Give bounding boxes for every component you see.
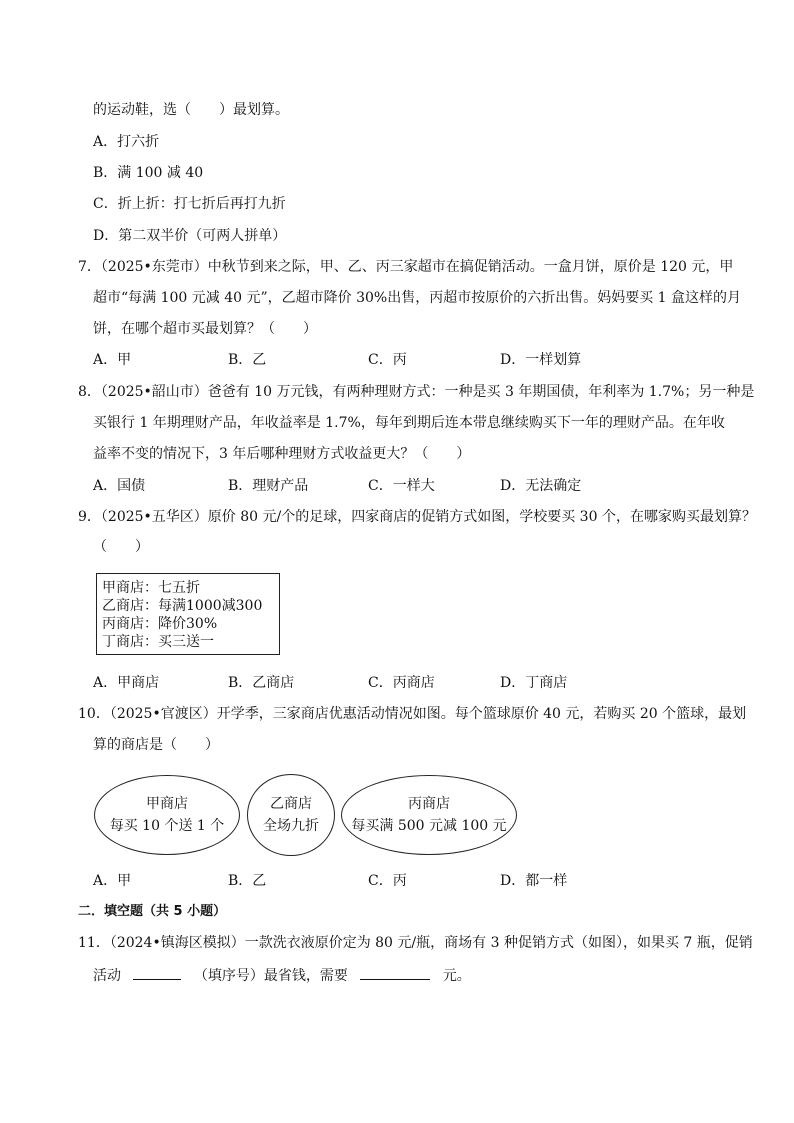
q11-text-mid: （填序号）最省钱，需要 <box>193 968 348 984</box>
section-heading-fill-in: 二．填空题（共 5 小题） <box>78 904 227 919</box>
q7-option-d: D．一样划算 <box>500 352 582 368</box>
q11-stem-line-2 <box>93 964 471 986</box>
q8-stem-line-1: 8．（2025•韶山市）爸爸有 10 万元钱，有两种理财方式：一种是买 3 年期国债，年利率为 1.7%；另一种是 <box>78 384 755 400</box>
store-jia-ellipse <box>94 775 240 855</box>
q7-option-b: B．乙 <box>228 352 267 368</box>
q6-option-c: C．折上折：打七折后再打九折 <box>93 196 286 212</box>
store-promo-box <box>96 573 280 655</box>
q9-option-d: D．丁商店 <box>500 675 568 691</box>
q6-option-d: D．第二双半价（可两人拼单） <box>93 228 287 244</box>
store-jia-offer: 每买 10 个送 1 个 <box>109 818 225 834</box>
store-yi-offer: 全场九折 <box>263 818 319 834</box>
q9-stem-line-2: （ ） <box>93 539 149 555</box>
q7-stem-line-1: 7．（2025•东莞市）中秋节到来之际，甲、乙、丙三家超市在搞促销活动。一盒月饼，原价是 120 元，甲 <box>78 259 734 275</box>
q10-option-d: D．都一样 <box>500 873 568 889</box>
q8-option-a: A．国债 <box>93 478 146 494</box>
store-jia-name: 甲商店 <box>146 796 188 812</box>
q9-stem-line-1: 9．（2025•五华区）原价 80 元/个的足球，四家商店的促销方式如图，学校要买 30 个，在哪家购买最划算？ <box>78 509 756 525</box>
q10-option-b: B．乙 <box>228 873 267 889</box>
store-yi-name: 乙商店 <box>270 796 312 812</box>
q8-stem-line-2: 买银行 1 年期理财产品，年收益率是 1.7%，每年到期后连本带息继续购买下一年的理财产品。在年收 <box>93 415 725 431</box>
q9-option-b: B．乙商店 <box>228 675 295 691</box>
q7-option-a: A．甲 <box>93 352 132 368</box>
q10-option-a: A．甲 <box>93 873 132 889</box>
q6-option-a: A．打六折 <box>93 134 160 150</box>
store-bing-ellipse <box>341 775 517 855</box>
store-yi-ellipse <box>247 774 335 856</box>
store-bing-name: 丙商店 <box>408 796 450 812</box>
q9-option-a: A．甲商店 <box>93 675 160 691</box>
q11-blank-amount[interactable] <box>360 964 430 980</box>
q11-stem-line-1: 11．（2024•镇海区模拟）一款洗衣液原价定为 80 元/瓶，商场有 3 种促销方式（如图），如果买 7 瓶，促销 <box>78 935 753 951</box>
q7-option-c: C．丙 <box>368 352 407 368</box>
q8-stem-line-3: 益率不变的情况下，3 年后哪种理财方式收益更大？（ ） <box>93 446 471 462</box>
q10-stem-line-1: 10．（2025•官渡区）开学季，三家商店优惠活动情况如图。每个篮球原价 40 元，若购买 20 个篮球，最划 <box>78 706 747 722</box>
q11-text-post: 元。 <box>442 968 471 984</box>
q11-text-pre: 活动 <box>93 968 121 984</box>
q10-option-c: C．丙 <box>368 873 407 889</box>
q8-option-b: B．理财产品 <box>228 478 309 494</box>
q10-stem-line-2: 算的商店是（ ） <box>93 737 219 753</box>
promo-store-ding: 丁商店：买三送一 <box>102 634 214 650</box>
q7-stem-line-2: 超市“每满 100 元减 40 元”，乙超市降价 30%出售，丙超市按原价的六折出售。妈妈要买 1 盒这样的月 <box>93 290 742 306</box>
q8-option-c: C．一样大 <box>368 478 435 494</box>
q11-blank-activity[interactable] <box>133 964 181 980</box>
store-bing-offer: 每买满 500 元减 100 元 <box>351 818 507 834</box>
promo-store-bing: 丙商店：降价30% <box>102 616 218 632</box>
q7-stem-line-3: 饼，在哪个超市买最划算？（ ） <box>93 321 317 337</box>
q6-continuation: 的运动鞋，选（ ）最划算。 <box>93 102 289 118</box>
promo-store-yi: 乙商店：每满1000减300 <box>102 598 263 614</box>
promo-store-jia: 甲商店：七五折 <box>102 580 200 596</box>
q6-option-b: B．满 100 减 40 <box>93 165 204 181</box>
q9-option-c: C．丙商店 <box>368 675 435 691</box>
q8-option-d: D．无法确定 <box>500 478 582 494</box>
